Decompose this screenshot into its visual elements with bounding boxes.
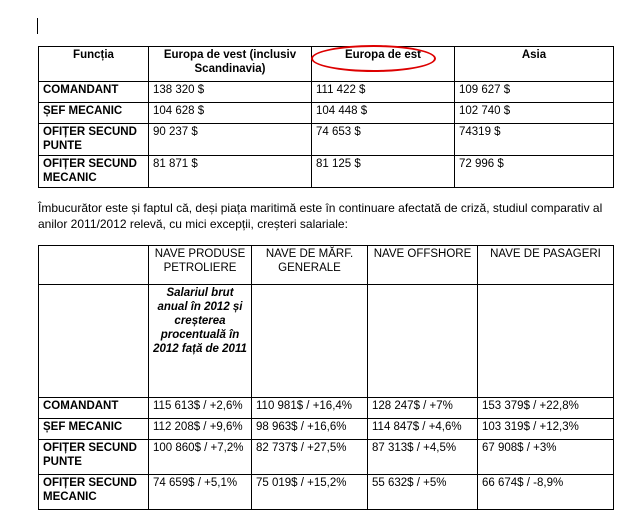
header-offshore: NAVE OFFSHORE (368, 246, 478, 285)
table-cell: 138 320 $ (149, 82, 312, 103)
table-cell: 102 740 $ (455, 103, 614, 124)
header-western-europe: Europa de vest (inclusiv Scandinavia) (149, 47, 312, 82)
table-header-row (39, 246, 614, 285)
table-cell: 55 632$ / +5% (368, 475, 478, 510)
header-asia: Asia (455, 47, 614, 82)
row-label: COMANDANT (39, 398, 149, 419)
header-eastern-europe: Europa de est (312, 47, 455, 82)
table-cell: 112 208$ / +9,6% (149, 419, 252, 440)
table-cell (39, 285, 149, 398)
table-cell: 109 627 $ (455, 82, 614, 103)
header-general-cargo: NAVE DE MĂRF. GENERALE (252, 246, 368, 285)
table-cell: 72 996 $ (455, 156, 614, 188)
header-function: Funcția (39, 47, 149, 82)
table-cell (478, 285, 614, 398)
table-row (39, 419, 614, 440)
table-row (39, 440, 614, 475)
table-cell: 153 379$ / +22,8% (478, 398, 614, 419)
table-cell: 87 313$ / +4,5% (368, 440, 478, 475)
table-row (39, 398, 614, 419)
table-cell: 104 448 $ (312, 103, 455, 124)
row-label: OFIȚER SECUND PUNTE (39, 124, 149, 156)
table-cell: 75 019$ / +15,2% (252, 475, 368, 510)
table-cell: 103 319$ / +12,3% (478, 419, 614, 440)
table-cell: 114 847$ / +4,6% (368, 419, 478, 440)
table-row (39, 124, 614, 156)
table-cell: 81 125 $ (312, 156, 455, 188)
table-cell: 66 674$ / -8,9% (478, 475, 614, 510)
table-cell: 82 737$ / +27,5% (252, 440, 368, 475)
row-label: OFIȚER SECUND MECANIC (39, 156, 149, 188)
table-row (39, 103, 614, 124)
table-cell: 128 247$ / +7% (368, 398, 478, 419)
header-passenger: NAVE DE PASAGERI (478, 246, 614, 285)
table-cell: 115 613$ / +2,6% (149, 398, 252, 419)
text-cursor (37, 18, 38, 34)
table-row (39, 156, 614, 188)
salary-by-vessel-table (38, 245, 614, 510)
table-cell: 111 422 $ (312, 82, 455, 103)
row-label: ȘEF MECANIC (39, 419, 149, 440)
table-cell: 74319 $ (455, 124, 614, 156)
table-row (39, 475, 614, 510)
table-cell: 74 653 $ (312, 124, 455, 156)
row-label: ȘEF MECANIC (39, 103, 149, 124)
highlight-ellipse (311, 45, 436, 72)
body-paragraph: Îmbucurător este și faptul că, deși piața maritimă este în continuare afectată de criză, studiul comparativ al anilor 2011/2012 relevă, cu mici excepții, creșteri salariale: (38, 201, 603, 231)
table-cell: 81 871 $ (149, 156, 312, 188)
table-cell: 110 981$ / +16,4% (252, 398, 368, 419)
table-cell (368, 285, 478, 398)
table-cell (252, 285, 368, 398)
row-label: OFIȚER SECUND MECANIC (39, 475, 149, 510)
table-row (39, 82, 614, 103)
table-cell: 74 659$ / +5,1% (149, 475, 252, 510)
header-oil-products: NAVE PRODUSE PETROLIERE (149, 246, 252, 285)
note-row (39, 285, 614, 398)
header-empty (39, 246, 149, 285)
table-cell: 90 237 $ (149, 124, 312, 156)
table-cell: 98 963$ / +16,6% (252, 419, 368, 440)
table-cell: 67 908$ / +3% (478, 440, 614, 475)
row-label: COMANDANT (39, 82, 149, 103)
salary-note: Salariul brut anual în 2012 și creșterea procentuală în 2012 față de 2011 (149, 285, 252, 398)
table-cell: 100 860$ / +7,2% (149, 440, 252, 475)
row-label: OFIȚER SECUND PUNTE (39, 440, 149, 475)
table-cell: 104 628 $ (149, 103, 312, 124)
